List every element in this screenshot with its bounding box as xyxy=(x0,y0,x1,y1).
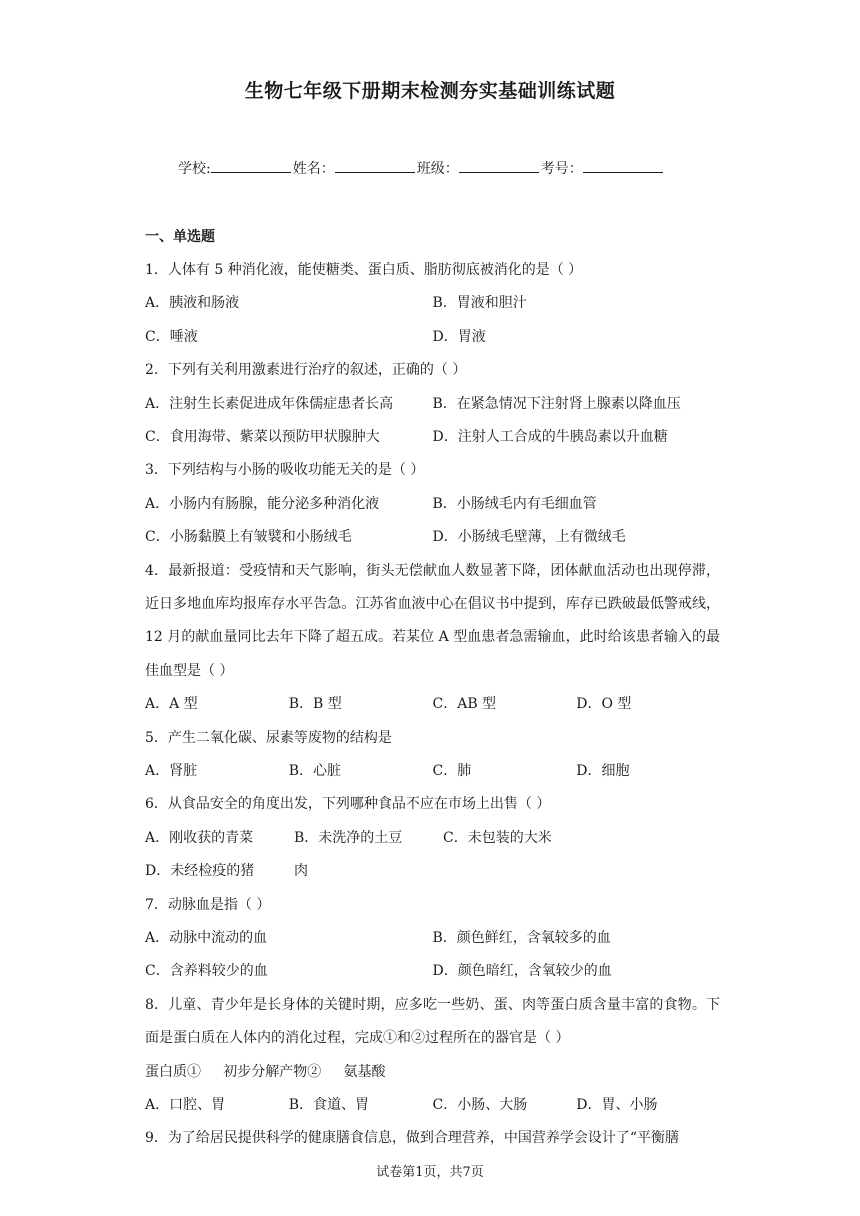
option: C．含养料较少的血 xyxy=(145,963,268,980)
option: C．唾液 xyxy=(145,328,198,345)
option-row xyxy=(145,688,720,721)
option: D．注射人工合成的牛胰岛素以升血糖 xyxy=(432,428,668,445)
page-footer: 试卷第1页，共7页 xyxy=(376,1165,484,1180)
option-row xyxy=(145,521,720,554)
option-row xyxy=(145,955,720,988)
class-blank xyxy=(459,158,539,173)
question-stem: 6．从食品安全的角度出发，下列哪种食品不应在市场上出售（ ） xyxy=(145,796,551,813)
question-stem: 2．下列有关利用激素进行治疗的叙述，正确的（ ） xyxy=(145,362,467,379)
question-list xyxy=(145,254,720,1156)
section-title: 一、单选题 xyxy=(145,229,215,245)
name-blank xyxy=(335,158,415,173)
option: A．动脉中流动的血 xyxy=(145,929,268,946)
question-stem: 8．儿童、青少年是长身体的关键时期，应多吃一些奶、蛋、肉等蛋白质含量丰富的食物。下面是蛋白质在人体内的消化过程，完成①和②过程所在的器官是（ ） xyxy=(145,996,720,1047)
class-label: 班级： xyxy=(416,161,459,177)
option: A．刚收获的青菜 xyxy=(145,829,254,846)
option: A．肾脏 xyxy=(145,762,198,779)
process-line: 蛋白质① 初步分解产物② 氨基酸 xyxy=(145,1063,386,1080)
question-stem: 5．产生二氧化碳、尿素等废物的结构是 xyxy=(145,729,392,746)
school-blank xyxy=(211,158,291,173)
option: C．小肠、大肠 xyxy=(432,1096,528,1113)
option: B．食道、胃 xyxy=(288,1096,370,1113)
option: C．小肠黏膜上有皱襞和小肠绒毛 xyxy=(145,529,352,546)
exam-number-label: 考号： xyxy=(540,161,583,177)
option: B．胃液和胆汁 xyxy=(432,295,527,312)
option-row xyxy=(145,822,720,889)
option: B．B 型 xyxy=(288,696,342,713)
option: D．O 型 xyxy=(576,696,632,713)
option: A．A 型 xyxy=(145,696,198,713)
option: A．口腔、胃 xyxy=(145,1096,226,1113)
option-row xyxy=(145,287,720,320)
student-info-row xyxy=(178,158,665,178)
option: C．肺 xyxy=(432,762,472,779)
option: C．食用海带、紫菜以预防甲状腺肿大 xyxy=(145,428,380,445)
exam-title: 生物七年级下册期末检测夯实基础训练试题 xyxy=(244,80,616,102)
option-continuation: 肉 xyxy=(294,863,308,880)
option-row xyxy=(145,321,720,354)
option: D．胃、小肠 xyxy=(576,1096,658,1113)
question-stem: 4．最新报道：受疫情和天气影响，街头无偿献血人数显著下降，团体献血活动也出现停滞，近日多地血库均报库存水平告急。江苏省血液中心在倡议书中提到，库存已跌破最低警戒线，12 月的献血量同比去年下降了超五成。若某位 A 型血患者急需输血，此时给该患者输入的最佳血型是（ ） xyxy=(145,562,720,679)
option-row xyxy=(145,755,720,788)
question-stem: 3．下列结构与小肠的吸收功能无关的是（ ） xyxy=(145,462,425,479)
option: C．AB 型 xyxy=(432,696,497,713)
option: B．在紧急情况下注射肾上腺素以降血压 xyxy=(432,395,681,412)
option: A．小肠内有肠腺，能分泌多种消化液 xyxy=(145,495,380,512)
school-label: 学校: xyxy=(178,161,211,177)
exam-number-blank xyxy=(583,158,663,173)
option-row xyxy=(145,1089,720,1122)
option: D．胃液 xyxy=(432,328,486,345)
question-stem: 9．为了给居民提供科学的健康膳食信息，做到合理营养，中国营养学会设计了“平衡膳 xyxy=(145,1130,680,1147)
option: B．小肠绒毛内有毛细血管 xyxy=(432,495,597,512)
name-label: 姓名： xyxy=(292,161,335,177)
option-row xyxy=(145,922,720,955)
option: B．未洗净的土豆 xyxy=(294,829,403,846)
option-row xyxy=(145,388,720,421)
option: C．未包装的大米 xyxy=(443,829,552,846)
question-stem: 7．动脉血是指（ ） xyxy=(145,896,271,913)
option: D．未经检疫的猪 xyxy=(145,863,255,880)
option: B．颜色鲜红，含氧较多的血 xyxy=(432,929,611,946)
option: D．颜色暗红，含氧较少的血 xyxy=(432,963,612,980)
option: A．注射生长素促进成年侏儒症患者长高 xyxy=(145,395,394,412)
question-stem: 1．人体有 5 种消化液，能使糖类、蛋白质、脂肪彻底被消化的是（ ） xyxy=(145,262,583,278)
option-row xyxy=(145,421,720,454)
option-row xyxy=(145,488,720,521)
option: A．胰液和肠液 xyxy=(145,295,240,312)
option: B．心脏 xyxy=(288,762,342,779)
option: D．小肠绒毛壁薄，上有微绒毛 xyxy=(432,529,626,546)
option: D．细胞 xyxy=(576,762,630,779)
